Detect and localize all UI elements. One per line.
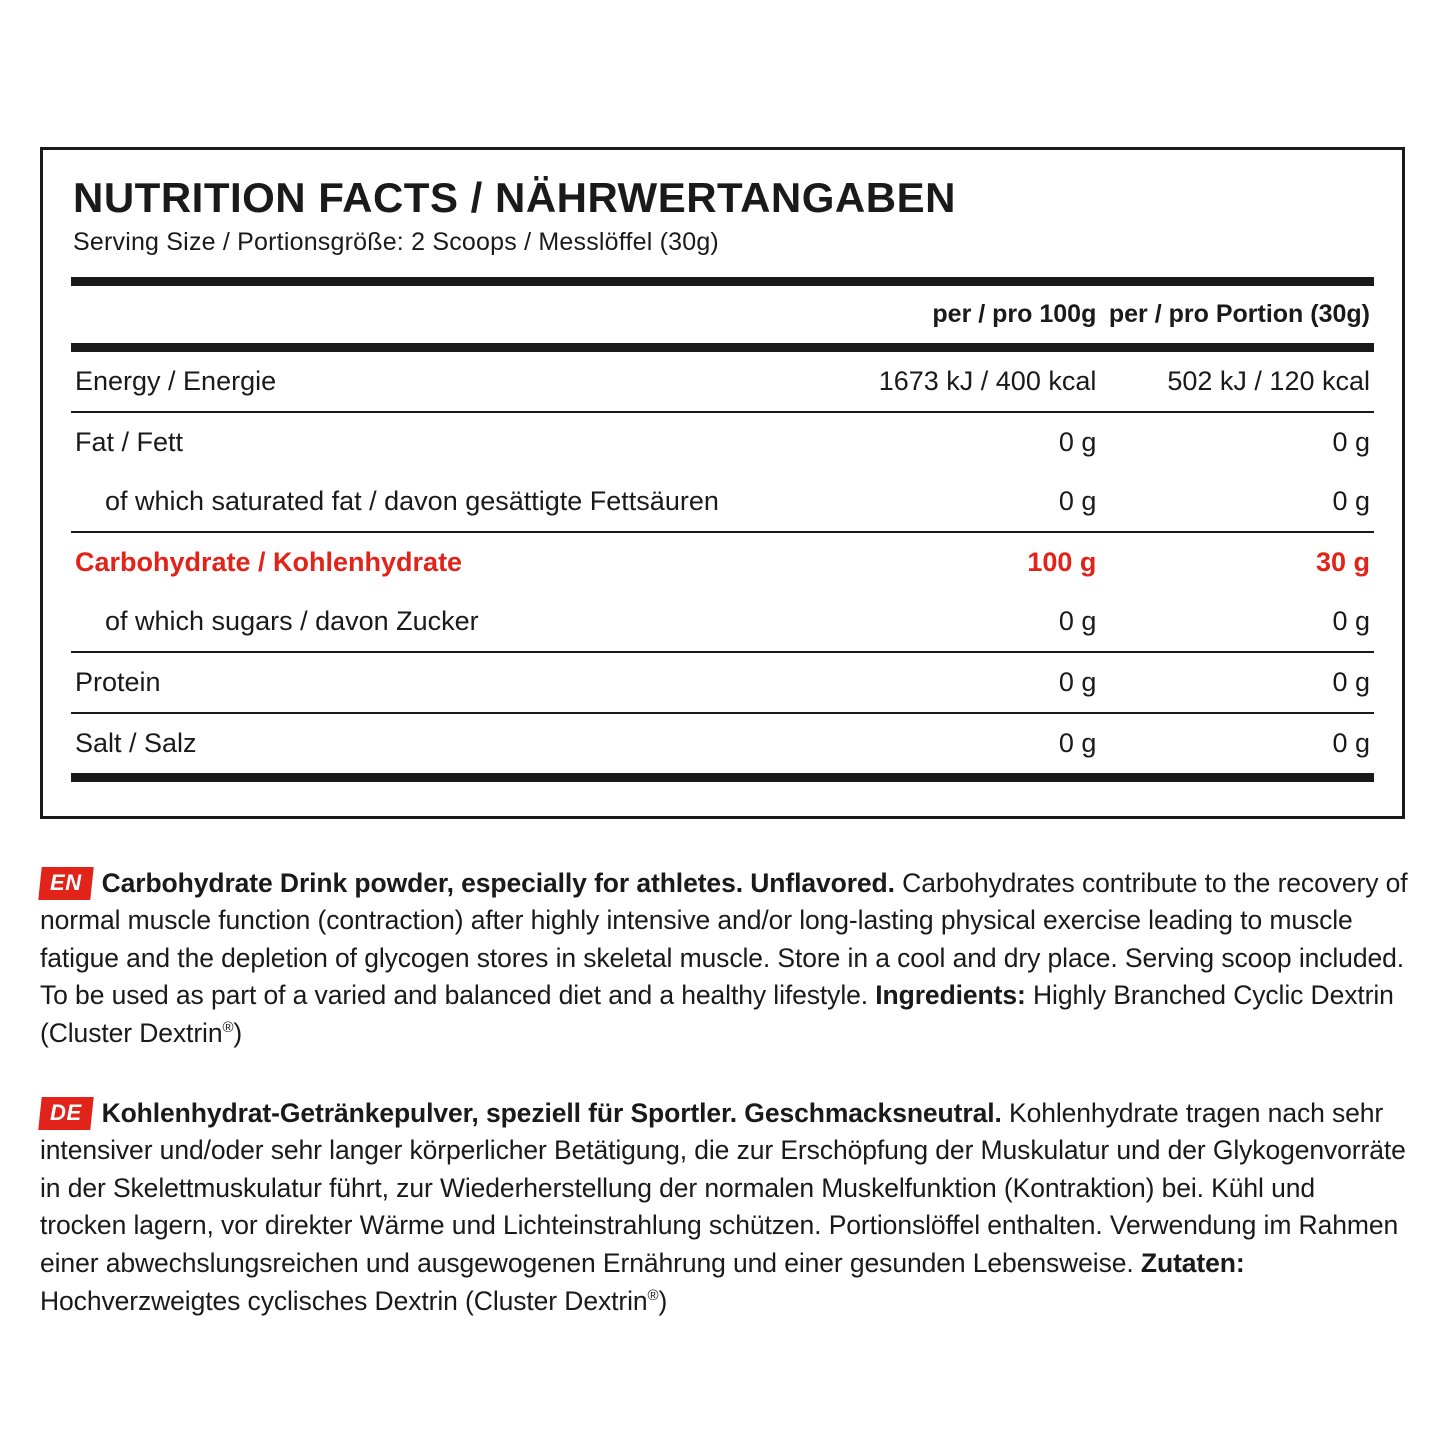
row-label: Fat / Fett [75, 427, 184, 458]
row-value-per-serving: 0 g [1332, 606, 1370, 637]
row-label: Protein [75, 667, 161, 698]
row-value-per-serving: 0 g [1332, 728, 1370, 759]
description-de-body: Kohlenhydrate tragen nach sehr intensiver und/oder sehr langer körperlicher Betätigung, die zur Erschöpfung der Muskulatur und der Glykogenvorräte in der Skelettmuskulatur führt, zur Wiederherstellung der normalen Muskelfunktion (Kontraktion) bei. Kühl und trocken lagern, vor direkter Wärme und Lichteinstrahlung schützen. Portionslöffel enthalten. Verwendung im Rahmen einer abwechslungsreichen und ausgewogenen Ernährung und einer gesunden Lebensweise. [40, 1097, 1406, 1278]
row-value-per-serving: 502 kJ / 120 kcal [1167, 366, 1370, 397]
description-en-body: Carbohydrates contribute to the recovery of normal muscle function (contraction) after highly intensive and/or long-lasting physical exercise leading to muscle fatigue and the depletion of glycogen stores in skeletal muscle. Store in a cool and dry place. Serving scoop included. To be used as part of a varied and balanced diet and a healthy lifestyle. [40, 867, 1408, 1011]
description-de-lead: Kohlenhydrat-Getränkepulver, speziell für Sportler. Geschmacksneutral. [101, 1097, 1002, 1128]
table-rule-bottom [71, 778, 1374, 783]
table-row [71, 472, 1374, 532]
row-value-per-100g: 100 g [1027, 547, 1097, 578]
table-row [71, 653, 1374, 713]
row-label: Salt / Salz [75, 728, 197, 759]
registered-mark-en: ® [222, 1019, 234, 1037]
column-header-per-100g: per / pro 100g [932, 300, 1097, 329]
column-header-per-serving: per / pro Portion (30g) [1108, 300, 1370, 329]
row-value-per-100g: 0 g [1058, 606, 1097, 637]
row-value-per-100g: 0 g [1058, 486, 1097, 517]
row-label: of which saturated fat / davon gesättigte Fettsäuren [105, 486, 719, 517]
table-row [71, 592, 1374, 652]
row-value-per-100g: 1673 kJ / 400 kcal [878, 366, 1097, 397]
ingredients-de-end: ) [658, 1285, 668, 1316]
ingredients-en: Highly Branched Cyclic Dextrin (Cluster Dextrin [40, 980, 1394, 1048]
nutrition-facts-panel [40, 147, 1405, 819]
description-en [40, 838, 1408, 1079]
row-value-per-100g: 0 g [1058, 667, 1097, 698]
row-value-per-serving: 0 g [1332, 486, 1370, 517]
row-value-per-serving: 30 g [1315, 547, 1370, 578]
page-title: NUTRITION FACTS / NÄHRWERTANGABEN [73, 174, 956, 221]
description-en-lead: Carbohydrate Drink powder, especially for athletes. Unflavored. [101, 867, 895, 898]
row-label: of which sugars / davon Zucker [105, 606, 479, 637]
nutrition-table [71, 277, 1374, 782]
description-de-text [40, 1095, 1408, 1321]
table-row [71, 714, 1374, 778]
row-label: Carbohydrate / Kohlenhydrate [75, 547, 463, 578]
registered-mark-de: ® [647, 1286, 659, 1304]
table-row [71, 413, 1374, 472]
table-row [71, 352, 1374, 412]
description-en-text [40, 865, 1408, 1053]
ingredients-label-de: Zutaten: [1140, 1248, 1245, 1278]
description-de [40, 1068, 1408, 1347]
ingredients-en-end: ) [233, 1018, 243, 1048]
row-value-per-100g: 0 g [1058, 427, 1097, 458]
row-value-per-serving: 0 g [1332, 427, 1370, 458]
language-badge-de: DE [38, 1097, 93, 1130]
table-row-carbohydrate [71, 533, 1374, 592]
ingredients-label-en: Ingredients: [875, 980, 1026, 1011]
row-value-per-100g: 0 g [1058, 728, 1097, 759]
row-label: Energy / Energie [75, 366, 277, 397]
row-value-per-serving: 0 g [1332, 667, 1370, 698]
ingredients-de: Hochverzweigtes cyclisches Dextrin (Cluster Dextrin [40, 1285, 648, 1316]
table-header-row [71, 286, 1374, 348]
serving-size-text: Serving Size / Portionsgröße: 2 Scoops / Messlöffel (30g) [73, 228, 719, 257]
column-header-name [71, 286, 827, 348]
language-badge-en: EN [38, 867, 93, 900]
